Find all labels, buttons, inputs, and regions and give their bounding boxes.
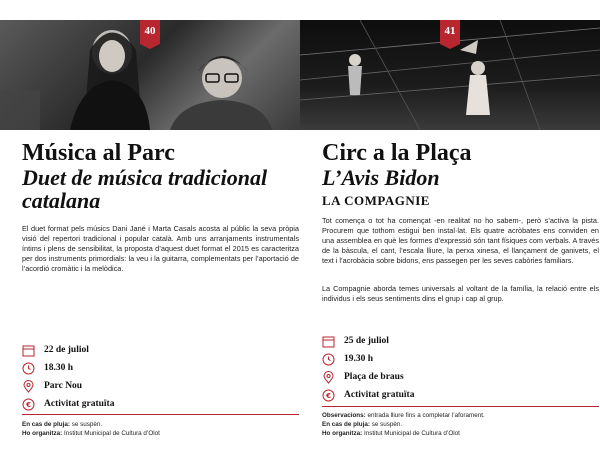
observations-value: entrada lliure fins a completar l’aforament. — [367, 412, 485, 419]
organizer-label: Ho organitza: — [322, 430, 363, 437]
organizer-label: Ho organitza: — [22, 430, 63, 437]
page-number-badge: 41 — [440, 20, 460, 44]
company-name: LA COMPAGNIE — [322, 193, 430, 208]
organizer-note — [322, 429, 599, 438]
euro-icon — [322, 389, 335, 402]
organizer-value: Institut Municipal de Cultura d’Olot — [363, 430, 460, 437]
clock-icon — [22, 362, 35, 375]
event-description: El duet format pels músics Dani Jané i Marta Casals acosta al públic la seva pròpia visió del repertori tradicional i popular català. Amb uns arranjaments instrumentals íntims i plens de sensibilitat, la proposta d’aquest duet format el 2015 es caracteritza per dos instruments primordials: la veu i la guitarra, complementats per l’aportació de l’acordió cromàtic i la melòdica. — [22, 224, 299, 273]
clock-icon — [322, 353, 335, 366]
rain-note — [22, 420, 299, 429]
organizer-note — [22, 429, 299, 438]
info-time — [22, 359, 299, 377]
observations-label: Observacions: — [322, 412, 366, 419]
divider — [322, 406, 599, 407]
info-time-text: 19.30 h — [344, 354, 374, 364]
svg-text:€: € — [326, 391, 331, 400]
event-subtitle: L’Avis Bidon — [322, 165, 440, 190]
info-price — [322, 386, 599, 404]
location-pin-icon — [22, 380, 35, 393]
info-date-text: 22 de juliol — [44, 345, 89, 355]
info-price-text: Activitat gratuïta — [44, 399, 115, 409]
info-date-text: 25 de juliol — [344, 336, 389, 346]
info-place-text: Plaça de braus — [344, 372, 404, 382]
divider — [22, 414, 299, 415]
rain-label: En cas de pluja: — [22, 421, 70, 428]
rain-value: se suspèn. — [71, 421, 103, 428]
info-price-text: Activitat gratuïta — [344, 390, 415, 400]
event-description-2: La Compagnie aborda temes universals al voltant de la família, la relació entre els individus i els seus sentiments dins el grup i cap al grup. — [322, 284, 599, 303]
observations-note — [322, 411, 599, 420]
event-right — [322, 0, 599, 450]
rain-note — [322, 420, 599, 429]
euro-icon — [22, 398, 35, 411]
event-subtitle: Duet de música tradicional catalana — [22, 165, 268, 213]
info-date — [322, 332, 599, 350]
info-place-text: Parc Nou — [44, 381, 83, 391]
rain-value: se suspèn. — [371, 421, 403, 428]
svg-text:€: € — [26, 400, 31, 409]
info-date — [22, 341, 299, 359]
calendar-icon — [322, 335, 335, 348]
rain-label: En cas de pluja: — [322, 421, 370, 428]
page-number-badge: 40 — [140, 20, 160, 44]
event-title: Música al Parc — [22, 140, 175, 166]
calendar-icon — [22, 344, 35, 357]
event-info-list — [322, 332, 599, 404]
event-title: Circ a la Plaça — [322, 140, 472, 166]
info-time — [322, 350, 599, 368]
location-pin-icon — [322, 371, 335, 384]
info-price — [22, 395, 299, 413]
event-description: Tot comença o tot ha començat -en realitat no ho sabem-, però s’activa la pista. Procurem que tothom estigui ben instal·lat. Els quatre acròbates ens conviden en una assemblea en què les formes d’expressió són tant físiques com verbals. A través de la bàscula, el cant, l’escala lliure, la perxa xinesa, el llançament de ganivets, el text i l’acrobàcia sobre bidons, ens passegen per les seves cabòries familiars. — [322, 216, 599, 265]
event-left — [22, 0, 299, 450]
organizer-value: Institut Municipal de Cultura d’Olot — [63, 430, 160, 437]
info-place — [22, 377, 299, 395]
event-info-list — [22, 341, 299, 413]
info-place — [322, 368, 599, 386]
info-time-text: 18.30 h — [44, 363, 74, 373]
